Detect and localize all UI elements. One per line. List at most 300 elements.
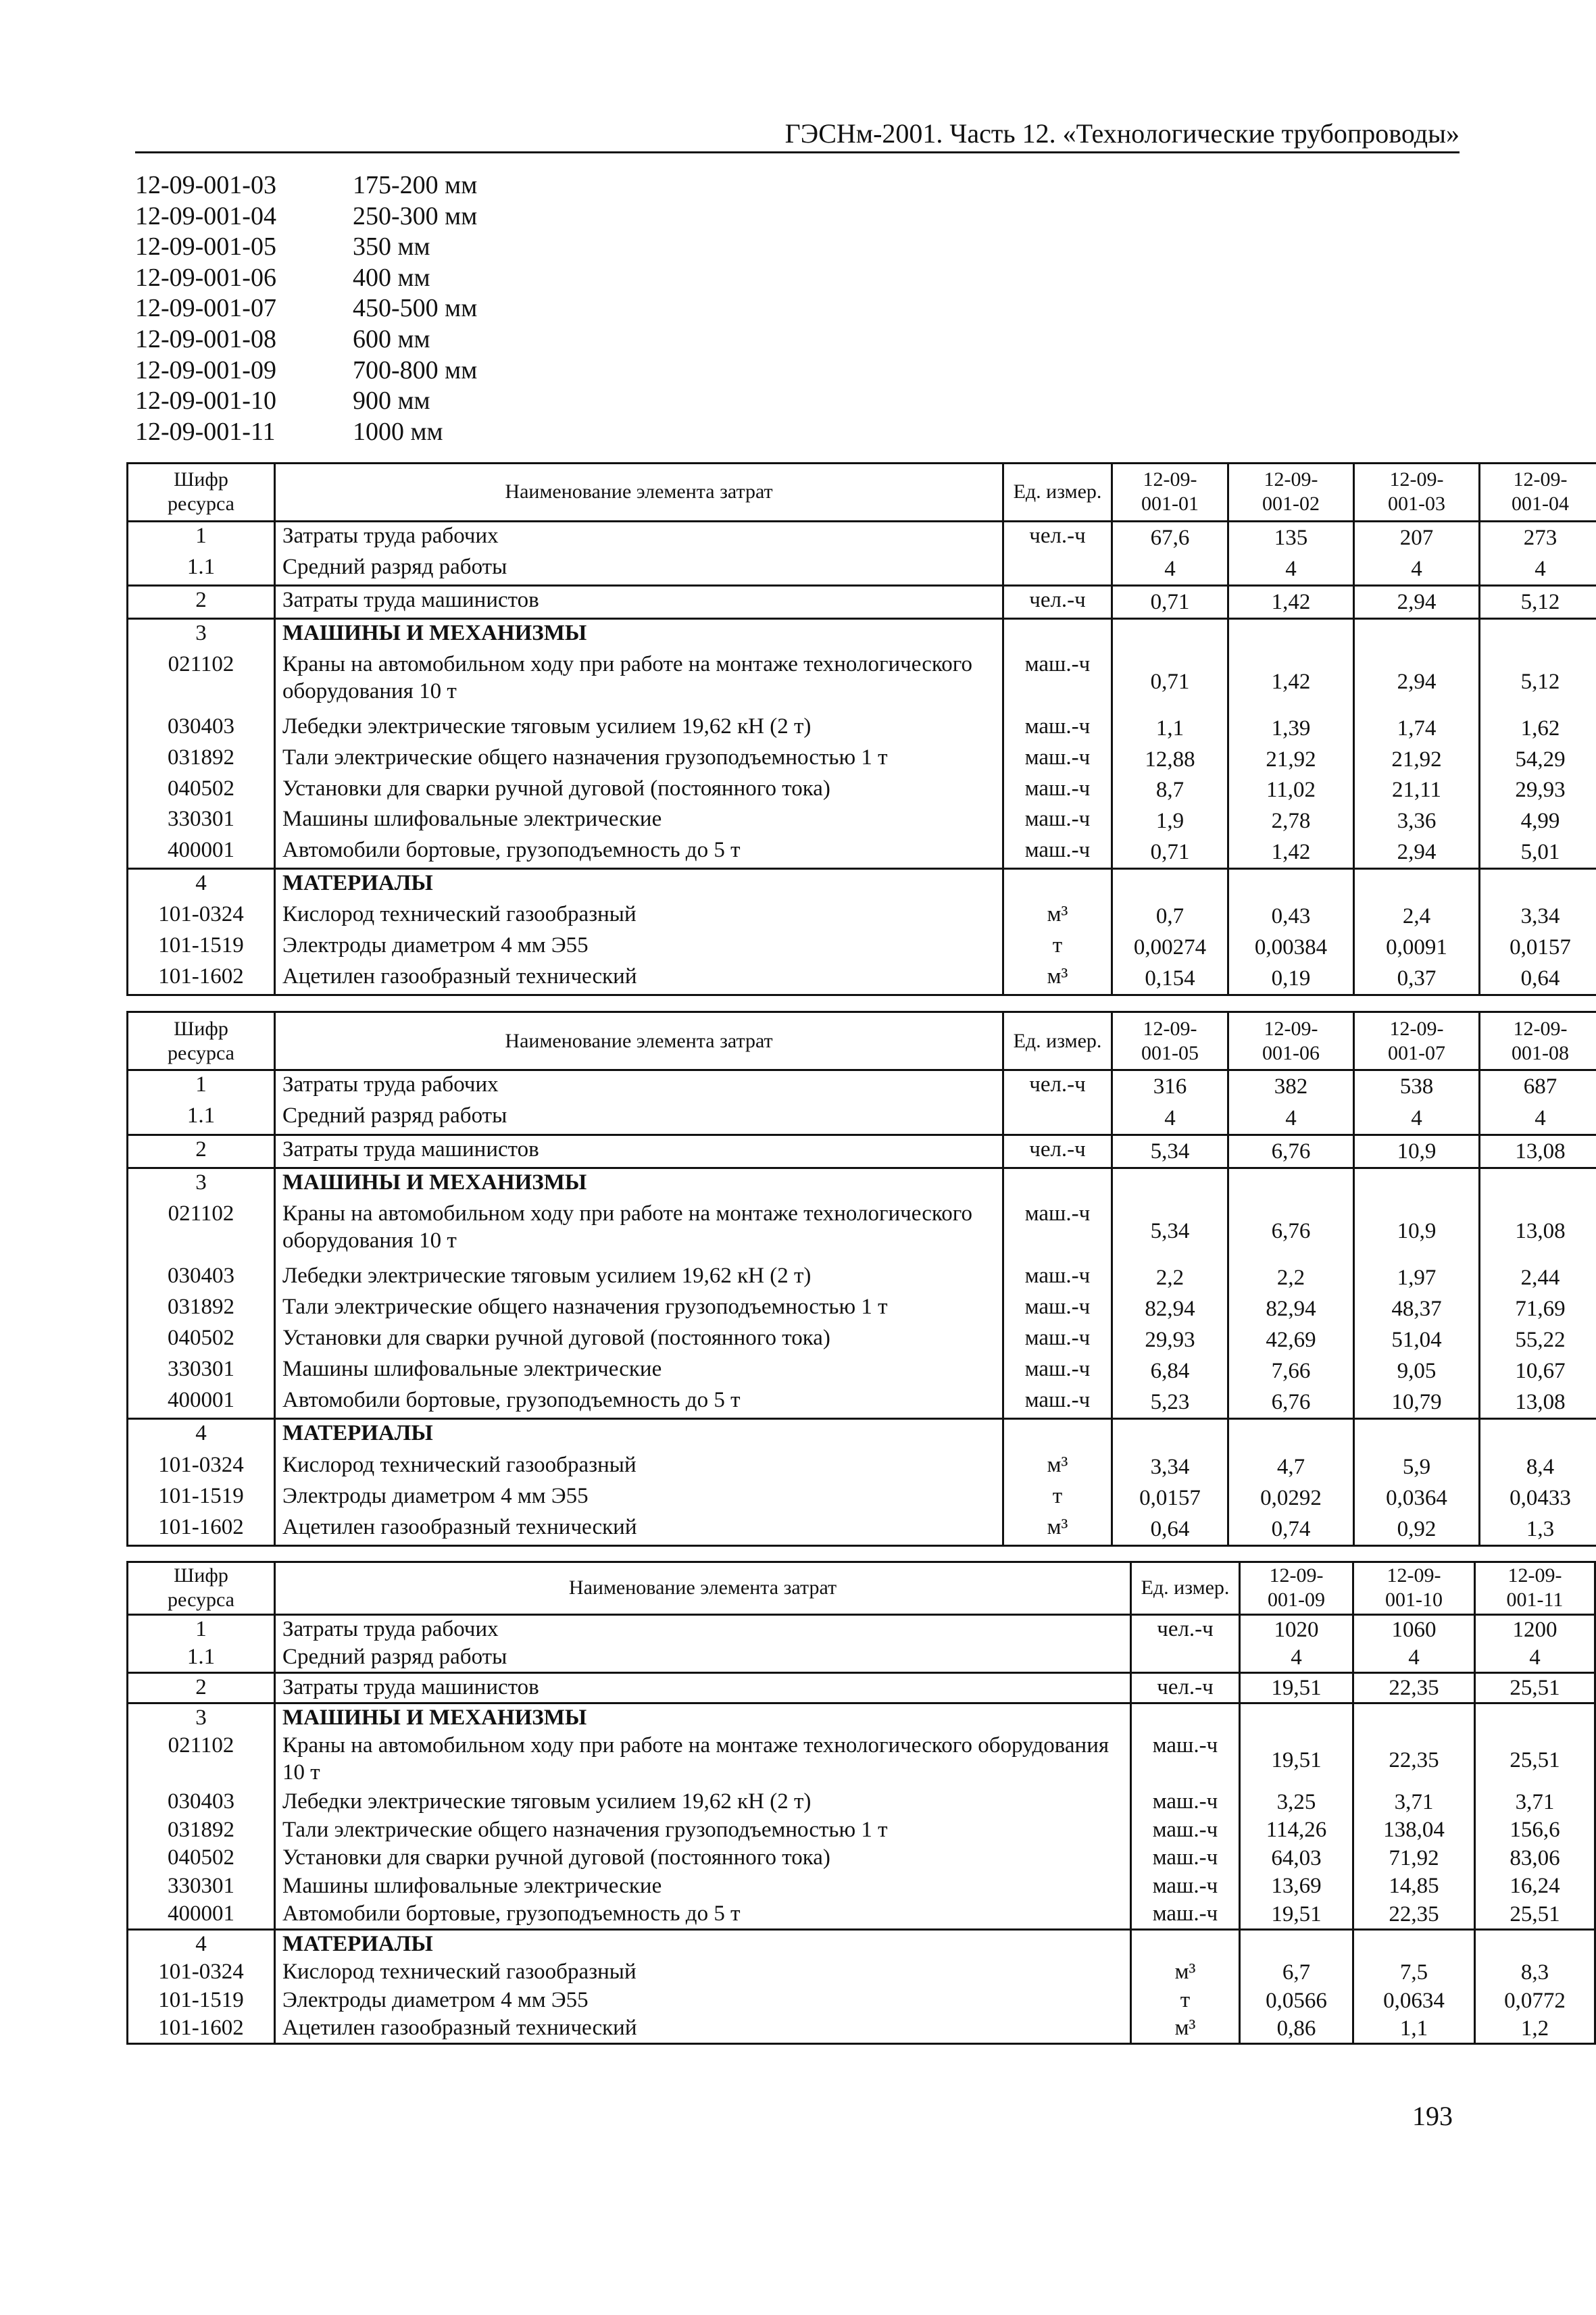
norm-value: 114,26: [1240, 1816, 1353, 1845]
norm-value: 42,69: [1228, 1324, 1354, 1355]
norm-value: 0,154: [1112, 963, 1228, 995]
norm-value: 156,6: [1475, 1816, 1595, 1845]
table-row: [128, 1262, 1596, 1293]
code-size: 350 мм: [353, 232, 430, 262]
norm-value: 1,97: [1354, 1262, 1480, 1293]
norm-value: 1,42: [1228, 651, 1354, 713]
resource-code: 031892: [128, 1816, 275, 1845]
code-id: 12-09-001-11: [135, 417, 276, 446]
norm-value: 13,69: [1240, 1872, 1353, 1901]
cost-element-name: Краны на автомобильном ходу при работе на монтаже технологического оборудования 10 т: [275, 1732, 1131, 1788]
table-row: [128, 1987, 1595, 2015]
cost-element-name: Электроды диаметром 4 мм Э55: [275, 1483, 1003, 1514]
unit-of-measure: м³: [1003, 901, 1112, 932]
resource-code: 400001: [128, 1387, 275, 1419]
cost-element-name: Затраты труда машинистов: [275, 1135, 1003, 1168]
norm-value: 1,42: [1228, 585, 1354, 618]
norm-value: 2,44: [1480, 1262, 1596, 1293]
norm-value: [1354, 619, 1480, 651]
table-row: [128, 1200, 1596, 1262]
norm-value: [1354, 1168, 1480, 1201]
column-header-norm-line1: 12-09-: [1389, 1017, 1444, 1040]
norm-value: 0,86: [1240, 2014, 1353, 2043]
code-size: 700-800 мм: [353, 355, 478, 384]
resource-code: 101-1602: [128, 963, 275, 995]
norm-value: 0,71: [1112, 585, 1228, 618]
column-header-norm: [1475, 1562, 1595, 1615]
code-size: 600 мм: [353, 324, 430, 353]
norm-value: 4: [1112, 1102, 1228, 1135]
code-id: 12-09-001-03: [135, 171, 276, 199]
column-header-norm-line1: 12-09-: [1513, 1017, 1568, 1040]
resource-code: 330301: [128, 1872, 275, 1901]
column-header-norm-line1: 12-09-: [1513, 468, 1568, 491]
table-row: [128, 1070, 1596, 1103]
unit-of-measure: маш.-ч: [1131, 1816, 1240, 1845]
unit-of-measure: [1003, 619, 1112, 651]
cost-element-name: Затраты труда машинистов: [275, 585, 1003, 618]
norm-value: 2,94: [1354, 837, 1480, 869]
table-row: [128, 1703, 1595, 1732]
code-list-item: [135, 355, 477, 387]
code-id: 12-09-001-06: [135, 263, 276, 292]
column-header-norm-line1: 12-09-: [1269, 1564, 1324, 1587]
norm-value: 1,62: [1480, 713, 1596, 744]
unit-of-measure: [1131, 1929, 1240, 1958]
unit-of-measure: м³: [1131, 1958, 1240, 1987]
cost-element-name: Машины шлифовальные электрические: [275, 1872, 1131, 1901]
table-header-row: [128, 1012, 1596, 1070]
column-header-norm-line2: 001-09: [1268, 1589, 1325, 1612]
unit-of-measure: маш.-ч: [1003, 744, 1112, 775]
resource-code: 1.1: [128, 1102, 275, 1135]
column-header-code: [128, 464, 275, 522]
cost-element-name: Затраты труда рабочих: [275, 1070, 1003, 1103]
unit-of-measure: чел.-ч: [1131, 1672, 1240, 1703]
unit-of-measure: чел.-ч: [1003, 585, 1112, 618]
norm-value: 0,92: [1354, 1514, 1480, 1546]
column-header-norm-line1: 12-09-: [1389, 468, 1444, 491]
norm-value: 2,94: [1354, 651, 1480, 713]
unit-of-measure: чел.-ч: [1003, 521, 1112, 553]
cost-element-name: Затраты труда рабочих: [275, 521, 1003, 553]
column-header-unit: Ед. измер.: [1131, 1562, 1240, 1615]
norm-value: 273: [1480, 521, 1596, 553]
cost-element-name: Автомобили бортовые, грузоподъемность до 5 т: [275, 1900, 1131, 1929]
table-row: [128, 1816, 1595, 1845]
norm-value: 67,6: [1112, 521, 1228, 553]
column-header-norm-line2: 001-08: [1512, 1041, 1569, 1064]
norm-value: 1,9: [1112, 805, 1228, 837]
resource-code: 1.1: [128, 1643, 275, 1672]
table-row: [128, 1419, 1596, 1451]
cost-element-name: Кислород технический газообразный: [275, 1958, 1131, 1987]
cost-element-name: МАШИНЫ И МЕХАНИЗМЫ: [275, 1703, 1131, 1732]
norm-value: [1354, 869, 1480, 901]
column-header-name: Наименование элемента затрат: [275, 1562, 1131, 1615]
norm-value: 0,0566: [1240, 1987, 1353, 2015]
norm-value: 4: [1480, 553, 1596, 586]
norm-value: 207: [1354, 521, 1480, 553]
table-row: [128, 744, 1596, 775]
norm-value: 12,88: [1112, 744, 1228, 775]
code-size: 1000 мм: [353, 417, 443, 446]
norm-value: 1020: [1240, 1614, 1353, 1643]
norm-value: [1112, 619, 1228, 651]
norm-value: 29,93: [1112, 1324, 1228, 1355]
column-header-norm-line2: 001-06: [1262, 1041, 1320, 1064]
norm-value: 0,00384: [1228, 932, 1354, 963]
cost-element-name: Автомобили бортовые, грузоподъемность до 5 т: [275, 837, 1003, 869]
resource-code: 4: [128, 1419, 275, 1451]
norm-value: 4: [1240, 1643, 1353, 1672]
table-row: [128, 1387, 1596, 1419]
norm-value: 1200: [1475, 1614, 1595, 1643]
norm-value: 8,3: [1475, 1958, 1595, 1987]
norm-value: [1475, 1929, 1595, 1958]
unit-of-measure: маш.-ч: [1131, 1844, 1240, 1872]
unit-of-measure: [1003, 869, 1112, 901]
table-row: [128, 869, 1596, 901]
cost-element-name: МАТЕРИАЛЫ: [275, 869, 1003, 901]
unit-of-measure: [1003, 1168, 1112, 1201]
cost-element-name: Тали электрические общего назначения грузоподъемностью 1 т: [275, 1816, 1131, 1845]
unit-of-measure: [1131, 1643, 1240, 1672]
norm-value: 4: [1354, 1102, 1480, 1135]
unit-of-measure: чел.-ч: [1003, 1070, 1112, 1103]
resource-code: 330301: [128, 805, 275, 837]
resource-table-1: [126, 462, 1596, 996]
column-header-code-line1: Шифр: [174, 1564, 228, 1587]
norm-value: 6,7: [1240, 1958, 1353, 1987]
cost-element-name: Электроды диаметром 4 мм Э55: [275, 932, 1003, 963]
code-list-item: [135, 293, 477, 324]
cost-element-name: Тали электрические общего назначения грузоподъемностью 1 т: [275, 744, 1003, 775]
norm-value: 21,92: [1228, 744, 1354, 775]
norm-value: 6,76: [1228, 1387, 1354, 1419]
table-row: [128, 1102, 1596, 1135]
unit-of-measure: маш.-ч: [1003, 1355, 1112, 1387]
column-header-code: [128, 1012, 275, 1070]
column-header-norm: [1228, 1012, 1354, 1070]
unit-of-measure: маш.-ч: [1003, 1324, 1112, 1355]
table-row: [128, 1483, 1596, 1514]
code-size: 400 мм: [353, 263, 430, 292]
column-header-norm: [1354, 464, 1480, 522]
cost-element-name: МАТЕРИАЛЫ: [275, 1929, 1131, 1958]
code-list-item: [135, 170, 477, 201]
cost-element-name: Затраты труда рабочих: [275, 1614, 1131, 1643]
cost-element-name: Затраты труда машинистов: [275, 1672, 1131, 1703]
table-row: [128, 1872, 1595, 1901]
norm-value: 4: [1475, 1643, 1595, 1672]
code-size: 250-300 мм: [353, 201, 478, 230]
resource-code: 400001: [128, 837, 275, 869]
table-row: [128, 1672, 1595, 1703]
cost-element-name: Установки для сварки ручной дуговой (постоянного тока): [275, 1844, 1131, 1872]
norm-value: 7,5: [1353, 1958, 1475, 1987]
norm-value: 10,67: [1480, 1355, 1596, 1387]
table-row: [128, 553, 1596, 586]
resource-code: 101-0324: [128, 1958, 275, 1987]
norm-value: 22,35: [1353, 1900, 1475, 1929]
norm-value: 0,0157: [1112, 1483, 1228, 1514]
column-header-norm-line2: 001-04: [1512, 493, 1569, 516]
column-header-norm: [1353, 1562, 1475, 1615]
norm-value: [1112, 1168, 1228, 1201]
table-row: [128, 2014, 1595, 2043]
resource-code: 1: [128, 1070, 275, 1103]
resource-code: 4: [128, 1929, 275, 1958]
column-header-norm: [1112, 464, 1228, 522]
unit-of-measure: маш.-ч: [1131, 1788, 1240, 1816]
unit-of-measure: [1003, 1102, 1112, 1135]
cost-element-name: Краны на автомобильном ходу при работе на монтаже технологического оборудования 10 т: [275, 651, 1003, 713]
cost-element-name: Машины шлифовальные электрические: [275, 1355, 1003, 1387]
norm-value: 48,37: [1354, 1293, 1480, 1324]
norm-value: 83,06: [1475, 1844, 1595, 1872]
norm-value: 1,74: [1354, 713, 1480, 744]
norm-value: 5,34: [1112, 1135, 1228, 1168]
resource-code: 3: [128, 1703, 275, 1732]
norm-value: 5,12: [1480, 585, 1596, 618]
column-header-code-line2: ресурса: [168, 1041, 234, 1064]
header-rule: [135, 151, 1460, 153]
norm-value: 0,00274: [1112, 932, 1228, 963]
table-row: [128, 1844, 1595, 1872]
norm-value: 16,24: [1475, 1872, 1595, 1901]
unit-of-measure: м³: [1131, 2014, 1240, 2043]
unit-of-measure: [1003, 553, 1112, 586]
norm-value: 0,0091: [1354, 932, 1480, 963]
resource-code: 1.1: [128, 553, 275, 586]
norm-value: 8,4: [1480, 1451, 1596, 1483]
norm-value: 19,51: [1240, 1900, 1353, 1929]
unit-of-measure: маш.-ч: [1003, 713, 1112, 744]
table-row: [128, 651, 1596, 713]
norm-value: 1,39: [1228, 713, 1354, 744]
norm-value: 138,04: [1353, 1816, 1475, 1845]
column-header-norm-line1: 12-09-: [1143, 468, 1197, 491]
norm-value: 7,66: [1228, 1355, 1354, 1387]
norm-value: [1354, 1419, 1480, 1451]
cost-element-name: Электроды диаметром 4 мм Э55: [275, 1987, 1131, 2015]
cost-element-name: Средний разряд работы: [275, 1643, 1131, 1672]
resource-code: 101-1519: [128, 932, 275, 963]
norm-value: 25,51: [1475, 1900, 1595, 1929]
unit-of-measure: [1003, 1419, 1112, 1451]
cost-element-name: Лебедки электрические тяговым усилием 19,62 кН (2 т): [275, 713, 1003, 744]
norm-value: 10,9: [1354, 1200, 1480, 1262]
norm-value: 6,76: [1228, 1200, 1354, 1262]
cost-element-name: Кислород технический газообразный: [275, 901, 1003, 932]
resource-code: 400001: [128, 1900, 275, 1929]
page-number: 193: [1412, 2101, 1453, 2131]
norm-value: 22,35: [1353, 1672, 1475, 1703]
column-header-norm: [1480, 464, 1596, 522]
resource-code: 021102: [128, 651, 275, 713]
norm-value: [1480, 619, 1596, 651]
norm-value: 4: [1480, 1102, 1596, 1135]
table-header-row: [128, 464, 1596, 522]
unit-of-measure: маш.-ч: [1131, 1732, 1240, 1788]
norm-value: 3,34: [1112, 1451, 1228, 1483]
norm-value: 3,71: [1475, 1788, 1595, 1816]
unit-of-measure: маш.-ч: [1003, 1387, 1112, 1419]
column-header-name: Наименование элемента затрат: [275, 464, 1003, 522]
cost-element-name: Автомобили бортовые, грузоподъемность до 5 т: [275, 1387, 1003, 1419]
unit-of-measure: маш.-ч: [1003, 651, 1112, 713]
resource-code: 030403: [128, 1262, 275, 1293]
unit-of-measure: маш.-ч: [1131, 1900, 1240, 1929]
norm-value: 0,0634: [1353, 1987, 1475, 2015]
table-row: [128, 1614, 1595, 1643]
norm-value: 1,2: [1475, 2014, 1595, 2043]
norm-value: 82,94: [1112, 1293, 1228, 1324]
cost-element-name: Тали электрические общего назначения грузоподъемностью 1 т: [275, 1293, 1003, 1324]
norm-value: 2,2: [1112, 1262, 1228, 1293]
norm-value: 0,0157: [1480, 932, 1596, 963]
table-row: [128, 619, 1596, 651]
code-list-item: [135, 201, 477, 232]
norm-value: [1240, 1929, 1353, 1958]
resource-code: 030403: [128, 1788, 275, 1816]
norm-value: 4,7: [1228, 1451, 1354, 1483]
column-header-code-line1: Шифр: [174, 1017, 228, 1040]
table-row: [128, 1324, 1596, 1355]
table-row: [128, 1958, 1595, 1987]
column-header-norm: [1228, 464, 1354, 522]
column-header-name: Наименование элемента затрат: [275, 1012, 1003, 1070]
norm-value: 2,2: [1228, 1262, 1354, 1293]
column-header-norm-line2: 001-02: [1262, 493, 1320, 516]
code-list-item: [135, 386, 477, 417]
table-row: [128, 901, 1596, 932]
norm-value: 0,0772: [1475, 1987, 1595, 2015]
norm-value: 4: [1353, 1643, 1475, 1672]
resource-code: 3: [128, 619, 275, 651]
norm-value: 82,94: [1228, 1293, 1354, 1324]
norm-value: 1060: [1353, 1614, 1475, 1643]
norm-value: 9,05: [1354, 1355, 1480, 1387]
norm-value: [1480, 1419, 1596, 1451]
resource-code: 330301: [128, 1355, 275, 1387]
table-row: [128, 963, 1596, 995]
norm-value: 0,0364: [1354, 1483, 1480, 1514]
norm-value: 4: [1228, 553, 1354, 586]
norm-value: 25,51: [1475, 1732, 1595, 1788]
resource-code: 101-0324: [128, 1451, 275, 1483]
table-row: [128, 1355, 1596, 1387]
cost-element-name: Ацетилен газообразный технический: [275, 1514, 1003, 1546]
norm-value: 0,0433: [1480, 1483, 1596, 1514]
norm-value: 14,85: [1353, 1872, 1475, 1901]
norm-value: 10,79: [1354, 1387, 1480, 1419]
table-row: [128, 1451, 1596, 1483]
norm-value: 71,69: [1480, 1293, 1596, 1324]
table-row: [128, 1732, 1595, 1788]
norm-value: 3,34: [1480, 901, 1596, 932]
resource-code: 021102: [128, 1732, 275, 1788]
table-row: [128, 932, 1596, 963]
resource-code: 101-0324: [128, 901, 275, 932]
norm-value: 2,78: [1228, 805, 1354, 837]
code-list-item: [135, 232, 477, 263]
unit-of-measure: маш.-ч: [1131, 1872, 1240, 1901]
norm-value: 4: [1228, 1102, 1354, 1135]
table-row: [128, 521, 1596, 553]
cost-element-name: Лебедки электрические тяговым усилием 19,62 кН (2 т): [275, 1788, 1131, 1816]
code-list: [135, 170, 477, 447]
norm-value: 13,08: [1480, 1135, 1596, 1168]
norm-value: [1353, 1703, 1475, 1732]
norm-value: 29,93: [1480, 775, 1596, 806]
norm-value: 0,43: [1228, 901, 1354, 932]
table-row: [128, 775, 1596, 806]
resource-code: 021102: [128, 1200, 275, 1262]
code-size: 175-200 мм: [353, 171, 478, 199]
norm-value: 0,7: [1112, 901, 1228, 932]
norm-value: 0,0292: [1228, 1483, 1354, 1514]
norm-value: 5,34: [1112, 1200, 1228, 1262]
norm-value: [1228, 619, 1354, 651]
column-header-norm: [1112, 1012, 1228, 1070]
resource-code: 2: [128, 585, 275, 618]
resource-code: 040502: [128, 1324, 275, 1355]
table-row: [128, 1929, 1595, 1958]
column-header-norm-line1: 12-09-: [1143, 1017, 1197, 1040]
norm-value: 2,94: [1354, 585, 1480, 618]
column-header-norm-line2: 001-03: [1388, 493, 1445, 516]
code-id: 12-09-001-07: [135, 294, 276, 323]
norm-value: 1,1: [1353, 2014, 1475, 2043]
resource-code: 3: [128, 1168, 275, 1201]
norm-value: 0,71: [1112, 837, 1228, 869]
column-header-norm-line2: 001-11: [1506, 1589, 1564, 1612]
cost-element-name: МАШИНЫ И МЕХАНИЗМЫ: [275, 1168, 1003, 1201]
cost-element-name: Кислород технический газообразный: [275, 1451, 1003, 1483]
norm-value: 19,51: [1240, 1672, 1353, 1703]
table-row: [128, 1293, 1596, 1324]
unit-of-measure: маш.-ч: [1003, 1262, 1112, 1293]
table-row: [128, 1514, 1596, 1546]
cost-element-name: МАТЕРИАЛЫ: [275, 1419, 1003, 1451]
cost-element-name: Средний разряд работы: [275, 553, 1003, 586]
table-row: [128, 1900, 1595, 1929]
norm-value: 3,25: [1240, 1788, 1353, 1816]
norm-value: 1,42: [1228, 837, 1354, 869]
table-row: [128, 805, 1596, 837]
norm-value: [1480, 869, 1596, 901]
resource-table-2: [126, 1011, 1596, 1547]
resource-code: 2: [128, 1672, 275, 1703]
norm-value: 6,76: [1228, 1135, 1354, 1168]
resource-code: 101-1519: [128, 1987, 275, 2015]
code-id: 12-09-001-04: [135, 201, 276, 230]
cost-element-name: Ацетилен газообразный технический: [275, 2014, 1131, 2043]
cost-element-name: Установки для сварки ручной дуговой (постоянного тока): [275, 775, 1003, 806]
resource-code: 040502: [128, 1844, 275, 1872]
norm-value: 11,02: [1228, 775, 1354, 806]
resource-code: 1: [128, 1614, 275, 1643]
code-id: 12-09-001-05: [135, 232, 276, 262]
norm-value: 0,37: [1354, 963, 1480, 995]
norm-value: 5,01: [1480, 837, 1596, 869]
norm-value: 22,35: [1353, 1732, 1475, 1788]
column-header-norm-line1: 12-09-: [1387, 1564, 1441, 1587]
column-header-norm: [1480, 1012, 1596, 1070]
norm-value: 13,08: [1480, 1200, 1596, 1262]
